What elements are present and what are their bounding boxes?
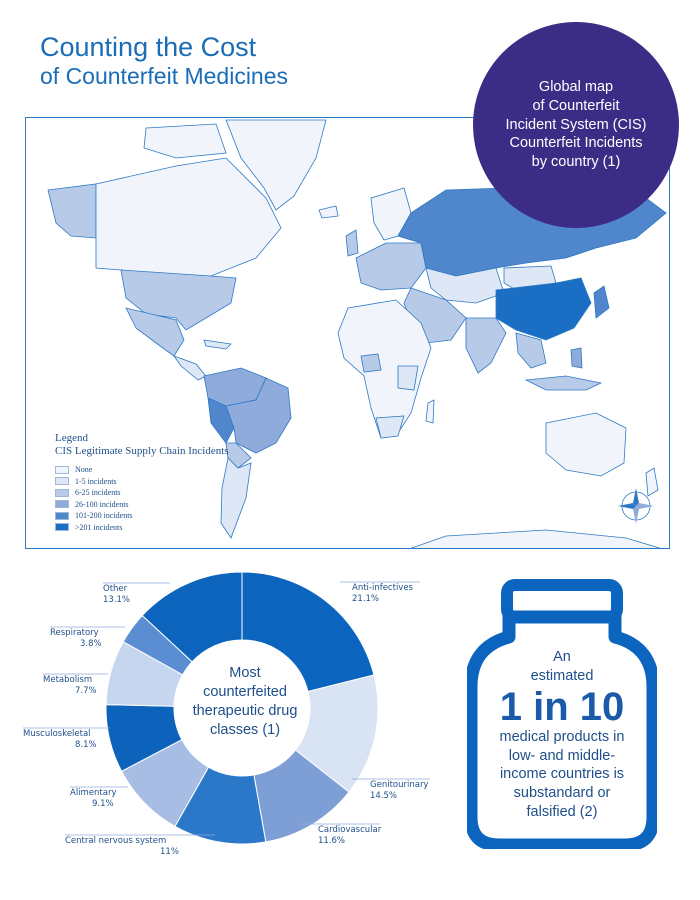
title-line-1: Counting the Cost: [40, 32, 257, 62]
legend-entry: [55, 510, 229, 522]
donut-label: [65, 836, 179, 858]
legend-swatch: [55, 500, 69, 508]
map-region-alaska: [48, 184, 96, 238]
map-caption-line: of Counterfeit: [532, 97, 620, 114]
map-region-india: [466, 318, 506, 373]
donut-center-line: counterfeited: [203, 683, 287, 700]
donut-label-name: Central nervous system: [65, 836, 167, 846]
jar-statistic: [480, 648, 644, 822]
legend-entry: [55, 522, 229, 534]
map-region-europe: [356, 243, 426, 290]
jar-big-stat: 1 in 10: [499, 684, 625, 729]
donut-label-value: 8.1%: [75, 740, 97, 750]
donut-label-value: 9.1%: [92, 799, 114, 809]
jar-line: estimated: [530, 667, 594, 684]
map-caption-line: Global map: [538, 78, 614, 95]
donut-label: [103, 584, 130, 606]
legend-subtitle: CIS Legitimate Supply Chain Incidents: [55, 445, 229, 457]
donut-center-line: therapeutic drug: [192, 702, 298, 719]
legend-label: 1-5 incidents: [75, 476, 117, 486]
donut-label: [318, 825, 381, 847]
donut-label-value: 14.5%: [370, 791, 398, 801]
donut-label-name: Anti-infectives: [352, 583, 413, 593]
donut-center-line: Most: [229, 665, 261, 681]
legend-label: None: [75, 465, 93, 475]
legend-swatch: [55, 477, 69, 485]
donut-label: [23, 729, 97, 751]
donut-label-name: Genitourinary: [370, 780, 429, 790]
map-region-japan: [594, 286, 609, 318]
map-region-caribbean: [204, 340, 231, 349]
jar-line: substandard or: [513, 785, 611, 802]
map-region-australia: [546, 413, 626, 476]
map-region-central-america: [174, 356, 206, 380]
title-line-2: of Counterfeit Medicines: [40, 63, 289, 90]
donut-label-name: Musculoskeletal: [23, 729, 91, 739]
map-region-philippines: [571, 348, 582, 368]
map-caption-line: by country (1): [531, 154, 621, 171]
donut-center-title: [175, 664, 315, 739]
page-title: [40, 32, 288, 89]
legend-swatch: [55, 512, 69, 520]
legend-entry: [55, 476, 229, 488]
legend-label: 26-100 incidents: [75, 499, 129, 509]
map-region-china: [496, 278, 591, 340]
map-region-south-africa: [376, 416, 404, 438]
map-legend: [55, 432, 229, 533]
legend-swatch: [55, 489, 69, 497]
map-region-arctic-islands: [144, 124, 226, 158]
donut-label-value: 21.1%: [352, 594, 380, 604]
map-region-new-zealand: [646, 468, 658, 496]
donut-label-value: 13.1%: [103, 595, 131, 605]
jar-line: low- and middle-: [508, 747, 616, 764]
jar-line: income countries is: [499, 766, 625, 783]
legend-label: 101-200 incidents: [75, 511, 133, 521]
donut-center-line: classes (1): [209, 721, 281, 738]
legend-swatch: [55, 466, 69, 474]
map-region-iceland: [319, 206, 338, 218]
legend-entry: [55, 464, 229, 476]
map-region-nigeria: [361, 354, 381, 372]
map-caption-line: Counterfeit Incidents: [509, 135, 643, 152]
donut-label: [43, 675, 97, 697]
legend-swatch: [55, 523, 69, 531]
donut-label-name: Respiratory: [50, 628, 99, 638]
donut-label-value: 3.8%: [80, 639, 102, 649]
map-region-indonesia: [526, 376, 601, 390]
donut-label: [370, 780, 428, 802]
donut-label-name: Cardiovascular: [318, 825, 382, 835]
donut-label-value: 7.7%: [75, 686, 97, 696]
jar-line: An: [553, 649, 571, 665]
map-region-madagascar: [426, 400, 434, 423]
donut-label: [70, 788, 117, 810]
map-caption-bubble: [473, 22, 679, 228]
jar-line: falsified (2): [526, 804, 598, 821]
donut-label: [50, 628, 102, 650]
donut-label-value: 11.6%: [318, 836, 346, 846]
legend-label: >201 incidents: [75, 522, 123, 532]
legend-label: 6-25 incidents: [75, 488, 121, 498]
map-region-canada: [96, 158, 281, 276]
map-region-uk: [346, 230, 358, 256]
jar-line: medical products in: [499, 728, 625, 745]
donut-label-name: Other: [103, 584, 128, 594]
legend-entry: [55, 499, 229, 511]
donut-label-value: 11%: [160, 847, 179, 857]
map-caption-line: Incident System (CIS): [505, 116, 647, 133]
donut-label: [352, 583, 413, 605]
legend-entry: [55, 487, 229, 499]
donut-label-name: Alimentary: [70, 788, 117, 798]
map-region-east-africa: [398, 366, 418, 390]
donut-label-name: Metabolism: [43, 675, 93, 685]
map-region-antarctica: [406, 530, 666, 549]
legend-title: Legend: [55, 432, 88, 444]
